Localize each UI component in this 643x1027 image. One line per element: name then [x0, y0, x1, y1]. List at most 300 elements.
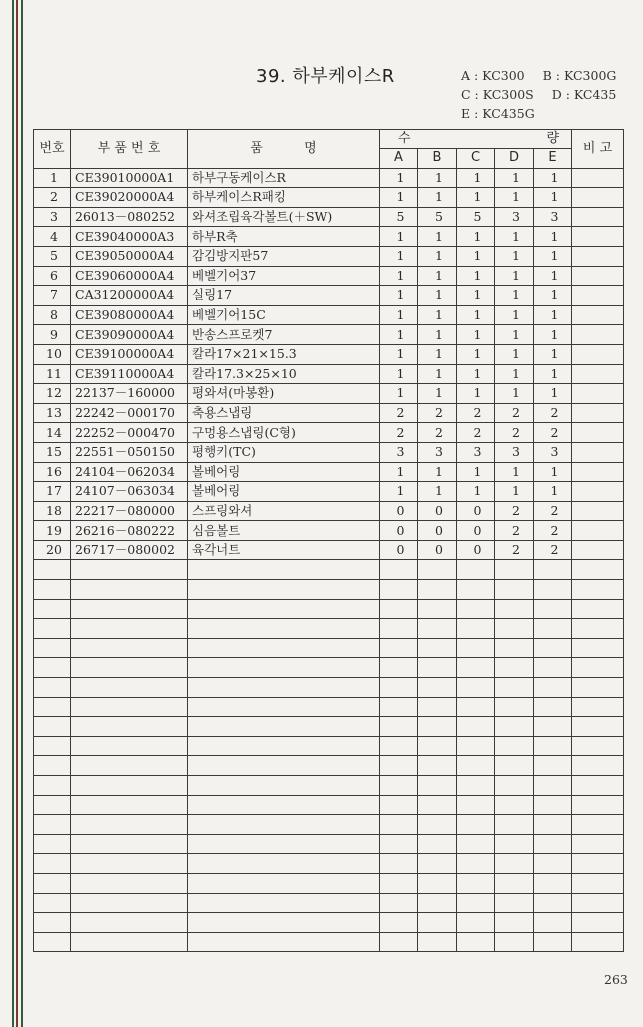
empty-cell	[188, 776, 380, 796]
empty-cell	[572, 776, 624, 796]
empty-cell	[418, 795, 457, 815]
cell-no: 15	[34, 442, 71, 462]
empty-row	[34, 678, 624, 698]
empty-cell	[495, 717, 534, 737]
cell-remarks	[572, 207, 624, 227]
empty-cell	[457, 815, 495, 835]
cell-qty: 0	[457, 521, 495, 541]
empty-cell	[457, 560, 495, 580]
cell-qty: 1	[457, 286, 495, 306]
empty-cell	[418, 854, 457, 874]
empty-cell	[380, 697, 418, 717]
header-qty-left: 수	[398, 131, 411, 146]
table-row	[34, 168, 624, 188]
empty-row	[34, 776, 624, 796]
cell-remarks	[572, 266, 624, 286]
cell-part-no: 22242－000170	[71, 403, 188, 423]
empty-cell	[188, 638, 380, 658]
cell-qty: 1	[380, 305, 418, 325]
cell-qty: 0	[380, 501, 418, 521]
cell-qty: 1	[534, 305, 572, 325]
empty-cell	[495, 619, 534, 639]
cell-qty: 2	[380, 423, 418, 443]
cell-qty: 1	[457, 266, 495, 286]
cell-qty: 1	[457, 384, 495, 404]
header-part-no: 부 품 번 호	[71, 130, 188, 169]
model-label: C : KC300S	[461, 87, 534, 102]
empty-cell	[495, 893, 534, 913]
table-row	[34, 540, 624, 560]
cell-remarks	[572, 286, 624, 306]
cell-qty: 1	[457, 246, 495, 266]
empty-row	[34, 893, 624, 913]
empty-cell	[495, 834, 534, 854]
table-row	[34, 188, 624, 208]
cell-qty: 0	[380, 521, 418, 541]
cell-part-no: 22252－000470	[71, 423, 188, 443]
cell-part-no: CE39010000A1	[71, 168, 188, 188]
cell-qty: 1	[380, 344, 418, 364]
empty-cell	[34, 854, 71, 874]
empty-cell	[188, 873, 380, 893]
cell-qty: 1	[418, 364, 457, 384]
table-row	[34, 246, 624, 266]
empty-cell	[34, 717, 71, 737]
cell-qty: 1	[380, 266, 418, 286]
cell-qty: 1	[495, 227, 534, 247]
empty-cell	[188, 736, 380, 756]
empty-cell	[572, 697, 624, 717]
cell-qty: 1	[534, 266, 572, 286]
cell-qty: 5	[380, 207, 418, 227]
empty-cell	[71, 756, 188, 776]
empty-cell	[495, 776, 534, 796]
empty-cell	[188, 932, 380, 952]
cell-no: 11	[34, 364, 71, 384]
cell-qty: 0	[457, 501, 495, 521]
cell-qty: 2	[495, 501, 534, 521]
cell-qty: 2	[418, 403, 457, 423]
empty-cell	[34, 697, 71, 717]
cell-qty: 1	[457, 482, 495, 502]
cell-no: 2	[34, 188, 71, 208]
empty-cell	[34, 599, 71, 619]
empty-cell	[534, 697, 572, 717]
cell-qty: 2	[495, 521, 534, 541]
empty-cell	[572, 580, 624, 600]
cell-name: 스프링와셔	[188, 501, 380, 521]
empty-cell	[380, 560, 418, 580]
cell-part-no: 24107－063034	[71, 482, 188, 502]
empty-cell	[457, 697, 495, 717]
cell-qty: 1	[495, 266, 534, 286]
empty-cell	[572, 815, 624, 835]
empty-cell	[457, 854, 495, 874]
empty-cell	[380, 678, 418, 698]
cell-qty: 3	[495, 442, 534, 462]
empty-cell	[34, 619, 71, 639]
empty-cell	[380, 854, 418, 874]
cell-qty: 1	[457, 325, 495, 345]
empty-cell	[188, 580, 380, 600]
cell-part-no: 22551－050150	[71, 442, 188, 462]
table-row	[34, 521, 624, 541]
cell-part-no: 22217－080000	[71, 501, 188, 521]
empty-cell	[188, 599, 380, 619]
empty-cell	[188, 717, 380, 737]
empty-cell	[457, 717, 495, 737]
cell-qty: 1	[534, 188, 572, 208]
empty-cell	[71, 932, 188, 952]
cell-qty: 1	[495, 286, 534, 306]
cell-remarks	[572, 462, 624, 482]
empty-cell	[380, 756, 418, 776]
cell-qty: 1	[457, 227, 495, 247]
table-row	[34, 364, 624, 384]
cell-qty: 1	[418, 462, 457, 482]
cell-part-no: 26013－080252	[71, 207, 188, 227]
header-qty-d: D	[495, 149, 534, 169]
empty-cell	[188, 658, 380, 678]
empty-cell	[71, 678, 188, 698]
cell-qty: 1	[418, 246, 457, 266]
cell-remarks	[572, 384, 624, 404]
cell-qty: 2	[457, 403, 495, 423]
cell-qty: 5	[457, 207, 495, 227]
cell-qty: 5	[418, 207, 457, 227]
empty-cell	[534, 756, 572, 776]
model-label: A : KC300	[461, 68, 525, 83]
empty-cell	[380, 932, 418, 952]
empty-cell	[572, 599, 624, 619]
empty-cell	[572, 756, 624, 776]
cell-qty: 1	[534, 227, 572, 247]
cell-qty: 3	[534, 442, 572, 462]
empty-cell	[418, 560, 457, 580]
cell-remarks	[572, 442, 624, 462]
cell-name: 감김방지판57	[188, 246, 380, 266]
empty-cell	[418, 580, 457, 600]
empty-cell	[71, 873, 188, 893]
empty-cell	[534, 717, 572, 737]
cell-qty: 1	[380, 384, 418, 404]
empty-cell	[457, 678, 495, 698]
cell-qty: 1	[380, 246, 418, 266]
cell-qty: 1	[495, 364, 534, 384]
empty-cell	[418, 893, 457, 913]
cell-remarks	[572, 423, 624, 443]
cell-qty: 1	[495, 325, 534, 345]
cell-qty: 1	[418, 286, 457, 306]
cell-no: 14	[34, 423, 71, 443]
cell-part-no: CE39050000A4	[71, 246, 188, 266]
empty-row	[34, 697, 624, 717]
cell-qty: 1	[418, 168, 457, 188]
empty-cell	[418, 913, 457, 933]
cell-name: 축용스냅링	[188, 403, 380, 423]
cell-no: 7	[34, 286, 71, 306]
empty-cell	[534, 658, 572, 678]
cell-qty: 3	[495, 207, 534, 227]
cell-qty: 2	[418, 423, 457, 443]
table-row	[34, 482, 624, 502]
cell-remarks	[572, 188, 624, 208]
empty-cell	[495, 638, 534, 658]
cell-remarks	[572, 227, 624, 247]
empty-cell	[34, 678, 71, 698]
empty-cell	[34, 913, 71, 933]
cell-qty: 1	[495, 384, 534, 404]
cell-name: 베벨기어15C	[188, 305, 380, 325]
cell-qty: 3	[534, 207, 572, 227]
empty-row	[34, 834, 624, 854]
binding-lines	[0, 0, 30, 1027]
empty-cell	[71, 913, 188, 933]
empty-cell	[534, 854, 572, 874]
empty-cell	[188, 756, 380, 776]
empty-cell	[495, 580, 534, 600]
empty-row	[34, 619, 624, 639]
empty-cell	[188, 678, 380, 698]
cell-qty: 1	[457, 462, 495, 482]
cell-no: 13	[34, 403, 71, 423]
cell-qty: 2	[534, 540, 572, 560]
cell-qty: 0	[457, 540, 495, 560]
cell-qty: 2	[380, 403, 418, 423]
empty-cell	[34, 932, 71, 952]
cell-qty: 2	[495, 423, 534, 443]
empty-cell	[71, 619, 188, 639]
cell-part-no: CA31200000A4	[71, 286, 188, 306]
cell-part-no: 26216－080222	[71, 521, 188, 541]
empty-cell	[572, 736, 624, 756]
cell-qty: 1	[380, 364, 418, 384]
empty-cell	[71, 717, 188, 737]
table-row	[34, 442, 624, 462]
empty-cell	[71, 658, 188, 678]
cell-remarks	[572, 501, 624, 521]
cell-qty: 2	[495, 403, 534, 423]
empty-cell	[572, 932, 624, 952]
empty-cell	[188, 893, 380, 913]
cell-remarks	[572, 364, 624, 384]
cell-qty: 1	[495, 246, 534, 266]
cell-no: 6	[34, 266, 71, 286]
empty-cell	[71, 795, 188, 815]
cell-qty: 1	[534, 482, 572, 502]
empty-cell	[34, 834, 71, 854]
cell-qty: 1	[457, 168, 495, 188]
cell-qty: 1	[380, 462, 418, 482]
empty-cell	[572, 854, 624, 874]
header-qty	[380, 130, 572, 149]
table-row	[34, 344, 624, 364]
empty-cell	[34, 776, 71, 796]
empty-cell	[418, 776, 457, 796]
cell-no: 18	[34, 501, 71, 521]
empty-cell	[534, 678, 572, 698]
empty-cell	[495, 932, 534, 952]
cell-no: 16	[34, 462, 71, 482]
empty-cell	[457, 599, 495, 619]
empty-cell	[534, 580, 572, 600]
empty-cell	[495, 560, 534, 580]
cell-name: 와셔조립육각볼트(＋SW)	[188, 207, 380, 227]
empty-cell	[572, 619, 624, 639]
cell-qty: 1	[418, 227, 457, 247]
empty-cell	[380, 580, 418, 600]
empty-cell	[418, 756, 457, 776]
cell-remarks	[572, 325, 624, 345]
empty-cell	[534, 599, 572, 619]
cell-qty: 1	[418, 266, 457, 286]
header-qty-a: A	[380, 149, 418, 169]
empty-cell	[188, 795, 380, 815]
empty-cell	[534, 795, 572, 815]
cell-remarks	[572, 246, 624, 266]
header-qty-b: B	[418, 149, 457, 169]
page-number: 263	[604, 972, 628, 987]
table-row	[34, 207, 624, 227]
cell-qty: 1	[457, 305, 495, 325]
empty-cell	[534, 638, 572, 658]
empty-row	[34, 873, 624, 893]
header-qty-c: C	[457, 149, 495, 169]
empty-cell	[34, 658, 71, 678]
empty-cell	[572, 873, 624, 893]
binding-line-3	[21, 0, 23, 1027]
cell-name: 구멍용스냅링(C형)	[188, 423, 380, 443]
cell-no: 3	[34, 207, 71, 227]
cell-qty: 0	[418, 521, 457, 541]
empty-cell	[457, 619, 495, 639]
empty-row	[34, 717, 624, 737]
cell-remarks	[572, 482, 624, 502]
empty-cell	[572, 893, 624, 913]
empty-cell	[71, 854, 188, 874]
cell-no: 1	[34, 168, 71, 188]
empty-cell	[380, 873, 418, 893]
empty-cell	[534, 893, 572, 913]
empty-cell	[188, 697, 380, 717]
empty-cell	[34, 638, 71, 658]
table-row	[34, 325, 624, 345]
empty-cell	[380, 893, 418, 913]
cell-qty: 2	[534, 403, 572, 423]
empty-cell	[418, 678, 457, 698]
empty-cell	[418, 815, 457, 835]
cell-no: 10	[34, 344, 71, 364]
empty-cell	[34, 560, 71, 580]
cell-qty: 1	[495, 188, 534, 208]
cell-remarks	[572, 521, 624, 541]
cell-qty: 2	[534, 521, 572, 541]
empty-row	[34, 815, 624, 835]
empty-cell	[71, 580, 188, 600]
cell-qty: 1	[534, 246, 572, 266]
cell-no: 17	[34, 482, 71, 502]
empty-cell	[418, 932, 457, 952]
cell-name: 볼베어링	[188, 482, 380, 502]
header-no: 번호	[34, 130, 71, 169]
empty-cell	[71, 599, 188, 619]
cell-remarks	[572, 540, 624, 560]
empty-cell	[572, 913, 624, 933]
cell-name: 육각너트	[188, 540, 380, 560]
empty-cell	[380, 913, 418, 933]
empty-cell	[495, 815, 534, 835]
cell-name: 볼베어링	[188, 462, 380, 482]
empty-cell	[188, 834, 380, 854]
cell-qty: 1	[418, 325, 457, 345]
empty-cell	[534, 560, 572, 580]
table-row	[34, 423, 624, 443]
header-remarks: 비 고	[572, 130, 624, 169]
empty-cell	[71, 736, 188, 756]
empty-cell	[34, 580, 71, 600]
empty-cell	[418, 697, 457, 717]
empty-cell	[418, 736, 457, 756]
cell-qty: 1	[534, 168, 572, 188]
cell-qty: 1	[380, 227, 418, 247]
empty-cell	[34, 873, 71, 893]
cell-qty: 1	[457, 344, 495, 364]
model-label: B : KC300G	[542, 68, 617, 83]
empty-cell	[188, 560, 380, 580]
empty-cell	[534, 736, 572, 756]
cell-qty: 1	[457, 188, 495, 208]
empty-cell	[34, 795, 71, 815]
empty-cell	[418, 717, 457, 737]
empty-cell	[380, 717, 418, 737]
cell-qty: 1	[534, 384, 572, 404]
header-name: 품 명	[188, 130, 380, 169]
cell-qty: 2	[534, 423, 572, 443]
cell-remarks	[572, 344, 624, 364]
cell-qty: 0	[380, 540, 418, 560]
empty-cell	[534, 834, 572, 854]
empty-cell	[457, 638, 495, 658]
empty-cell	[534, 619, 572, 639]
empty-cell	[380, 599, 418, 619]
empty-cell	[188, 619, 380, 639]
cell-no: 12	[34, 384, 71, 404]
cell-qty: 1	[418, 305, 457, 325]
empty-cell	[380, 619, 418, 639]
cell-part-no: CE39100000A4	[71, 344, 188, 364]
cell-qty: 1	[495, 344, 534, 364]
empty-cell	[71, 776, 188, 796]
empty-cell	[457, 756, 495, 776]
empty-cell	[380, 776, 418, 796]
cell-name: 베벨기어37	[188, 266, 380, 286]
empty-cell	[495, 854, 534, 874]
empty-cell	[572, 678, 624, 698]
cell-qty: 0	[418, 540, 457, 560]
empty-row	[34, 638, 624, 658]
empty-cell	[457, 795, 495, 815]
cell-name: 실링17	[188, 286, 380, 306]
empty-cell	[572, 658, 624, 678]
header-qty-e: E	[534, 149, 572, 169]
table-row	[34, 227, 624, 247]
cell-no: 5	[34, 246, 71, 266]
empty-cell	[495, 599, 534, 619]
empty-cell	[34, 736, 71, 756]
empty-row	[34, 736, 624, 756]
empty-cell	[495, 795, 534, 815]
empty-cell	[495, 697, 534, 717]
